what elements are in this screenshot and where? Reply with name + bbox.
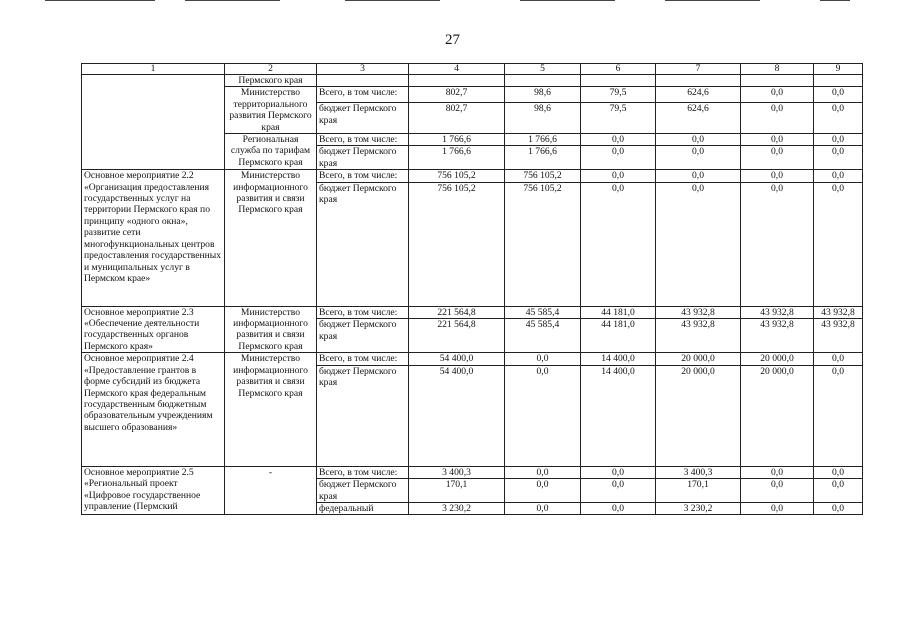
value-cell: 43 932,8 [814,306,863,319]
value-cell: 20 000,0 [741,365,814,466]
value-cell: 98,6 [505,87,581,103]
source-cell: бюджет Пермского края [317,479,409,503]
value-cell: 0,0 [814,479,863,503]
executor-cell: Пермского края [225,75,317,87]
value-cell: 44 181,0 [581,306,656,319]
value-cell: 756 105,2 [409,182,505,306]
activity-cell: Основное мероприятие 2.3 «Обеспечение деятельности государственных органов Пермского края» [82,306,225,353]
value-cell: 756 105,2 [409,170,505,182]
executor-cell: - [225,466,317,515]
value-cell: 0,0 [741,170,814,182]
value-cell: 0,0 [581,134,656,146]
value-cell: 79,5 [581,103,656,134]
value-cell: 0,0 [741,134,814,146]
table-row [82,353,863,365]
value-cell: 0,0 [505,466,581,478]
value-cell: 45 585,4 [505,319,581,353]
top-rule-segment [520,0,615,1]
value-cell: 43 932,8 [656,306,741,319]
table-row [82,75,863,87]
value-cell: 79,5 [581,87,656,103]
value-cell: 756 105,2 [505,182,581,306]
source-cell: федеральный [317,502,409,514]
source-cell: Всего, в том числе: [317,306,409,319]
value-cell: 0,0 [656,146,741,170]
column-header: 5 [505,64,581,75]
column-header: 9 [814,64,863,75]
table-row [82,306,863,319]
value-cell: 0,0 [505,479,581,503]
value-cell: 0,0 [814,182,863,306]
value-cell: 756 105,2 [505,170,581,182]
value-cell: 0,0 [741,87,814,103]
column-header: 7 [656,64,741,75]
activity-cell [82,87,225,170]
value-cell: 0,0 [581,502,656,514]
header-row [82,64,863,75]
source-cell: Всего, в том числе: [317,170,409,182]
value-cell [505,75,581,87]
column-header: 6 [581,64,656,75]
value-cell: 20 000,0 [741,353,814,365]
page-number: 27 [445,32,460,48]
table-row [82,466,863,478]
value-cell: 0,0 [656,134,741,146]
value-cell: 1 766,6 [505,146,581,170]
value-cell: 43 932,8 [741,306,814,319]
value-cell: 170,1 [656,479,741,503]
value-cell: 624,6 [656,87,741,103]
top-rule-segment [665,0,760,1]
column-header: 1 [82,64,225,75]
executor-cell: Министерство информационного развития и связи Пермского края [225,306,317,353]
executor-cell: Региональная служба по тарифам Пермского края [225,134,317,170]
value-cell: 221 564,8 [409,319,505,353]
value-cell: 0,0 [741,182,814,306]
value-cell: 44 181,0 [581,319,656,353]
value-cell: 3 400,3 [656,466,741,478]
source-cell: Всего, в том числе: [317,134,409,146]
value-cell: 0,0 [505,365,581,466]
value-cell: 43 932,8 [656,319,741,353]
value-cell: 43 932,8 [741,319,814,353]
value-cell: 0,0 [581,182,656,306]
executor-cell: Министерство информационного развития и связи Пермского края [225,170,317,306]
value-cell [656,75,741,87]
value-cell: 0,0 [814,365,863,466]
top-rule-segment [185,0,280,1]
value-cell: 20 000,0 [656,353,741,365]
value-cell: 20 000,0 [656,365,741,466]
value-cell: 0,0 [581,479,656,503]
value-cell [581,75,656,87]
value-cell: 0,0 [814,103,863,134]
value-cell: 3 400,3 [409,466,505,478]
activity-cell: Основное мероприятие 2.4 «Предоставление грантов в форме субсидий из бюджета Пермского края федеральным государственным бюджетным образовательным учреждениям высшего образования» [82,353,225,466]
value-cell: 0,0 [505,353,581,365]
budget-table [81,63,863,515]
value-cell: 0,0 [741,146,814,170]
source-cell: бюджет Пермского края [317,103,409,134]
column-header: 8 [741,64,814,75]
value-cell: 0,0 [814,87,863,103]
value-cell: 0,0 [814,170,863,182]
value-cell: 3 230,2 [656,502,741,514]
value-cell: 98,6 [505,103,581,134]
column-header: 3 [317,64,409,75]
value-cell: 14 400,0 [581,365,656,466]
top-rule-segment [45,0,155,1]
source-cell: Всего, в том числе: [317,466,409,478]
value-cell: 0,0 [814,353,863,365]
value-cell: 43 932,8 [814,319,863,353]
value-cell: 3 230,2 [409,502,505,514]
column-header: 2 [225,64,317,75]
value-cell: 0,0 [581,146,656,170]
value-cell: 0,0 [656,170,741,182]
source-cell: бюджет Пермского края [317,365,409,466]
value-cell: 1 766,6 [409,146,505,170]
value-cell: 0,0 [814,146,863,170]
source-cell: Всего, в том числе: [317,87,409,103]
value-cell: 0,0 [505,502,581,514]
value-cell: 0,0 [741,103,814,134]
top-rule-segment [345,0,440,1]
value-cell: 0,0 [581,466,656,478]
column-header: 4 [409,64,505,75]
value-cell: 45 585,4 [505,306,581,319]
value-cell: 0,0 [814,502,863,514]
activity-cell: Основное мероприятие 2.2 «Организация предоставления государственных услуг на территории Пермского края по принципу «одного окна», развитие сети многофункциональных центров предоставления государственных и муниципальных услуг в Пермском крае» [82,170,225,306]
value-cell: 624,6 [656,103,741,134]
source-cell [317,75,409,87]
table-row [82,87,863,103]
value-cell: 0,0 [814,466,863,478]
executor-cell: Министерство информационного развития и связи Пермского края [225,353,317,466]
activity-cell: Основное мероприятие 2.5 «Региональный проект «Цифровое государственное управление (Пермский [82,466,225,515]
source-cell: Всего, в том числе: [317,353,409,365]
value-cell: 0,0 [656,182,741,306]
value-cell: 802,7 [409,103,505,134]
activity-cell [82,75,225,87]
executor-cell: Министерство территориального развития Пермского края [225,87,317,134]
source-cell: бюджет Пермского края [317,182,409,306]
value-cell: 0,0 [814,134,863,146]
source-cell: бюджет Пермского края [317,146,409,170]
value-cell: 54 400,0 [409,353,505,365]
table-row [82,170,863,182]
value-cell: 0,0 [741,466,814,478]
value-cell: 221 564,8 [409,306,505,319]
value-cell [409,75,505,87]
value-cell: 14 400,0 [581,353,656,365]
value-cell: 170,1 [409,479,505,503]
value-cell: 1 766,6 [505,134,581,146]
value-cell [814,75,863,87]
value-cell: 802,7 [409,87,505,103]
value-cell: 0,0 [741,502,814,514]
source-cell: бюджет Пермского края [317,319,409,353]
value-cell: 54 400,0 [409,365,505,466]
value-cell: 0,0 [581,170,656,182]
value-cell: 1 766,6 [409,134,505,146]
value-cell [741,75,814,87]
value-cell: 0,0 [741,479,814,503]
top-rule-segment [820,0,850,1]
